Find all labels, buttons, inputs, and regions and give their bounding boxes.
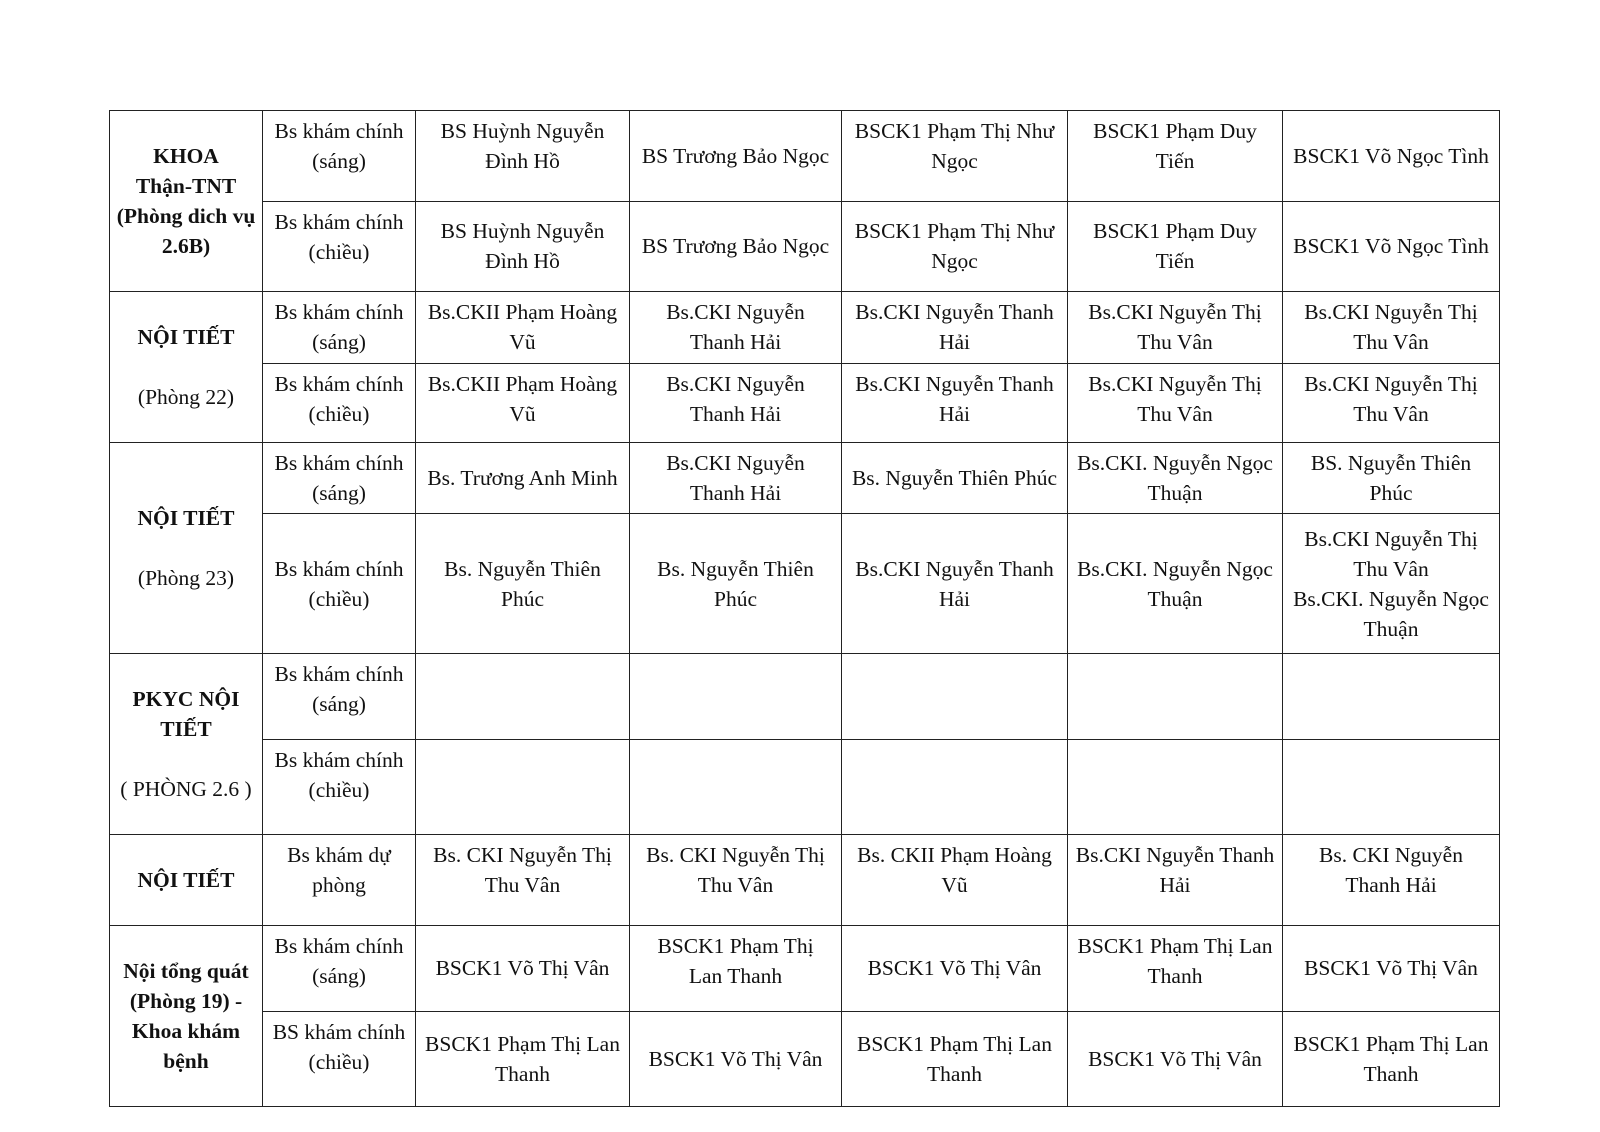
- department-name: Nội tổng quát (Phòng 19) - Khoa khám bệnh: [123, 959, 249, 1073]
- doctor-cell: [1068, 739, 1283, 834]
- department-room: (Phòng 23): [137, 566, 235, 590]
- department-cell: [110, 926, 263, 1107]
- department-name: NỘI TIẾT: [137, 868, 235, 892]
- department-cell: [110, 292, 263, 443]
- doctor-cell: BS Trương Bảo Ngọc: [630, 111, 842, 202]
- doctor-cell: BS Huỳnh Nguyễn Đình Hồ: [416, 201, 630, 292]
- doctor-cell: BSCK1 Phạm Thị Như Ngọc: [842, 201, 1068, 292]
- shift-cell: Bs khám chính (sáng): [263, 443, 416, 514]
- doctor-cell: [1283, 739, 1500, 834]
- doctor-cell: Bs.CKI Nguyễn Thanh Hải: [842, 514, 1068, 654]
- table-row: [110, 926, 1500, 1012]
- department-room: ( PHÒNG 2.6 ): [120, 777, 252, 801]
- doctor-cell: Bs.CKI Nguyễn Thanh Hải: [842, 363, 1068, 442]
- doctor-cell: BSCK1 Phạm Thị Lan Thanh: [1283, 1011, 1500, 1106]
- doctor-cell: Bs.CKI Nguyễn Thị Thu Vân: [1068, 363, 1283, 442]
- doctor-cell: BSCK1 Phạm Thị Lan Thanh: [842, 1011, 1068, 1106]
- doctor-cell: BSCK1 Phạm Thị Lan Thanh: [416, 1011, 630, 1106]
- department-name: KHOA Thận-TNT (Phòng dich vụ 2.6B): [116, 144, 256, 258]
- doctor-cell: [416, 654, 630, 740]
- department-cell: [110, 654, 263, 835]
- shift-cell: Bs khám chính (sáng): [263, 292, 416, 364]
- shift-cell: Bs khám chính (sáng): [263, 926, 416, 1012]
- shift-cell: Bs khám chính (chiều): [263, 514, 416, 654]
- doctor-cell: Bs.CKI Nguyễn Thị Thu Vân: [1283, 363, 1500, 442]
- doctor-cell: Bs. CKI Nguyễn Thanh Hải: [1283, 835, 1500, 926]
- doctor-cell: [630, 739, 842, 834]
- shift-cell: Bs khám chính (sáng): [263, 654, 416, 740]
- doctor-cell: Bs.CKII Phạm Hoàng Vũ: [416, 363, 630, 442]
- doctor-cell: BSCK1 Võ Thị Vân: [630, 1011, 842, 1106]
- shift-cell: Bs khám chính (chiều): [263, 201, 416, 292]
- doctor-cell: Bs. Trương Anh Minh: [416, 443, 630, 514]
- doctor-cell: BS. Nguyễn Thiên Phúc: [1283, 443, 1500, 514]
- doctor-cell: Bs.CKI. Nguyễn Ngọc Thuận: [1068, 443, 1283, 514]
- doctor-cell: [842, 654, 1068, 740]
- shift-cell: Bs khám chính (chiều): [263, 363, 416, 442]
- doctor-cell: BSCK1 Phạm Duy Tiến: [1068, 201, 1283, 292]
- doctor-cell: Bs. CKII Phạm Hoàng Vũ: [842, 835, 1068, 926]
- doctor-cell: Bs. Nguyễn Thiên Phúc: [630, 514, 842, 654]
- doctor-cell: BSCK1 Phạm Thị Lan Thanh: [630, 926, 842, 1012]
- doctor-cell: BSCK1 Võ Thị Vân: [842, 926, 1068, 1012]
- doctor-cell: BSCK1 Phạm Duy Tiến: [1068, 111, 1283, 202]
- doctor-cell: Bs.CKI Nguyễn Thanh Hải: [1068, 835, 1283, 926]
- table-row: [110, 201, 1500, 292]
- doctor-cell: BSCK1 Phạm Thị Lan Thanh: [1068, 926, 1283, 1012]
- table-row: [110, 739, 1500, 834]
- doctor-cell: Bs.CKII Phạm Hoàng Vũ: [416, 292, 630, 364]
- doctor-cell: Bs.CKI Nguyễn Thị Thu Vân: [1068, 292, 1283, 364]
- doctor-cell: Bs.CKI Nguyễn Thanh Hải: [842, 292, 1068, 364]
- doctor-cell: BSCK1 Võ Thị Vân: [1068, 1011, 1283, 1106]
- table-row: [110, 514, 1500, 654]
- table-row: [110, 292, 1500, 364]
- table-row: [110, 443, 1500, 514]
- doctor-cell: Bs.CKI Nguyễn Thanh Hải: [630, 443, 842, 514]
- doctor-cell: Bs. CKI Nguyễn Thị Thu Vân: [630, 835, 842, 926]
- doctor-cell: BSCK1 Phạm Thị Như Ngọc: [842, 111, 1068, 202]
- doctor-cell: BSCK1 Võ Thị Vân: [416, 926, 630, 1012]
- doctor-cell: Bs.CKI Nguyễn Thanh Hải: [630, 363, 842, 442]
- schedule-table: [109, 110, 1500, 1107]
- doctor-cell: Bs.CKI. Nguyễn Ngọc Thuận: [1068, 514, 1283, 654]
- table-row: [110, 363, 1500, 442]
- doctor-cell: Bs. Nguyễn Thiên Phúc: [842, 443, 1068, 514]
- department-name: PKYC NỘI TIẾT: [132, 687, 240, 741]
- doctor-cell: BS Trương Bảo Ngọc: [630, 201, 842, 292]
- table-row: [110, 111, 1500, 202]
- department-cell: [110, 835, 263, 926]
- doctor-cell: BS Huỳnh Nguyễn Đình Hồ: [416, 111, 630, 202]
- table-row: [110, 835, 1500, 926]
- shift-cell: Bs khám chính (sáng): [263, 111, 416, 202]
- shift-cell: BS khám chính (chiều): [263, 1011, 416, 1106]
- doctor-cell: Bs. Nguyễn Thiên Phúc: [416, 514, 630, 654]
- doctor-cell: BSCK1 Võ Ngọc Tình: [1283, 201, 1500, 292]
- department-name: NỘI TIẾT: [137, 506, 235, 530]
- department-name: NỘI TIẾT: [137, 325, 235, 349]
- doctor-cell: Bs.CKI Nguyễn Thanh Hải: [630, 292, 842, 364]
- department-cell: [110, 443, 263, 654]
- doctor-cell: [416, 739, 630, 834]
- doctor-cell: BSCK1 Võ Ngọc Tình: [1283, 111, 1500, 202]
- doctor-cell: [630, 654, 842, 740]
- doctor-cell: Bs. CKI Nguyễn Thị Thu Vân: [416, 835, 630, 926]
- shift-cell: Bs khám chính (chiều): [263, 739, 416, 834]
- shift-cell: Bs khám dự phòng: [263, 835, 416, 926]
- table-row: [110, 1011, 1500, 1106]
- table-row: [110, 654, 1500, 740]
- doctor-cell: Bs.CKI Nguyễn Thị Thu Vân Bs.CKI. Nguyễn Ngọc Thuận: [1283, 514, 1500, 654]
- doctor-cell: [842, 739, 1068, 834]
- doctor-cell: [1068, 654, 1283, 740]
- doctor-cell: [1283, 654, 1500, 740]
- doctor-cell: BSCK1 Võ Thị Vân: [1283, 926, 1500, 1012]
- department-cell: [110, 111, 263, 292]
- doctor-cell: Bs.CKI Nguyễn Thị Thu Vân: [1283, 292, 1500, 364]
- department-room: (Phòng 22): [137, 385, 235, 409]
